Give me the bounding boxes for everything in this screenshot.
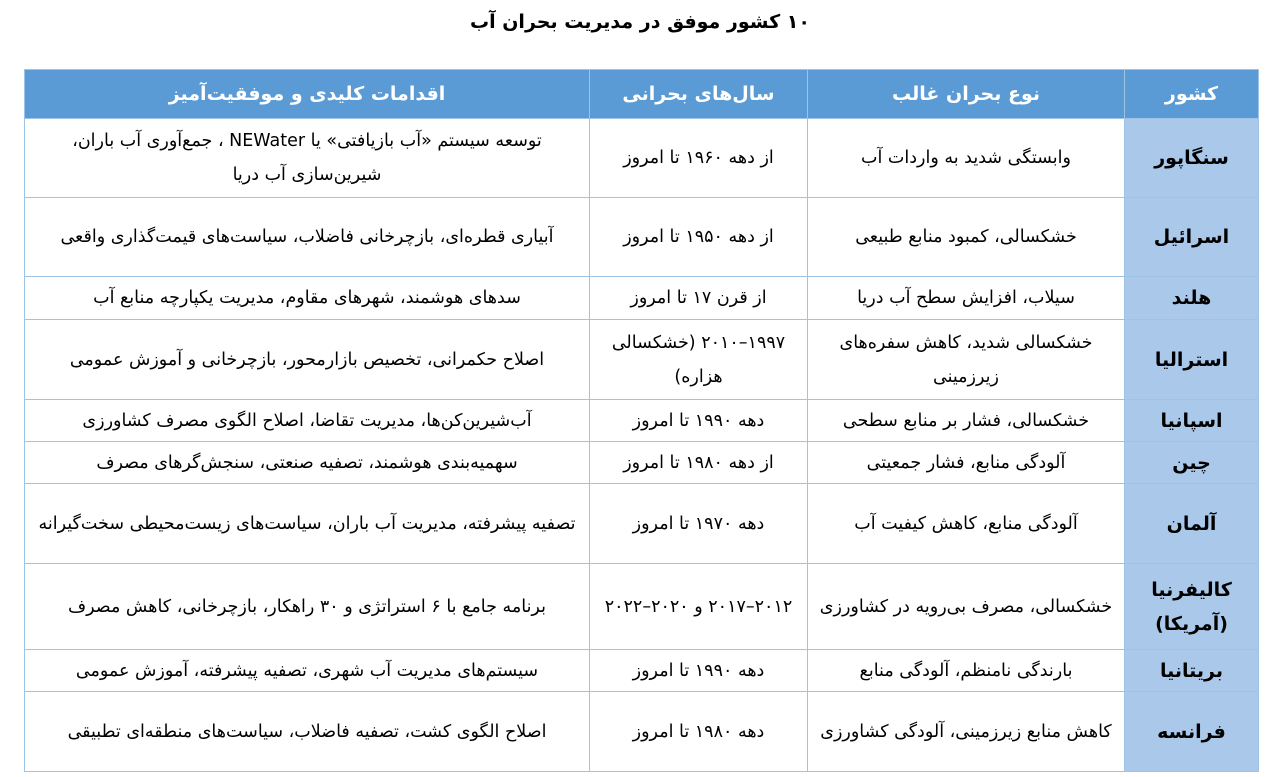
country-cell: بریتانیا xyxy=(1125,650,1259,692)
years-cell: از دهه ۱۹۸۰ تا امروز xyxy=(590,442,808,484)
actions-cell: اصلاح حکمرانی، تخصیص بازارمحور، بازچرخانی و آموزش عمومی xyxy=(25,320,590,400)
crisis-cell: کاهش منابع زیرزمینی، آلودگی کشاورزی xyxy=(808,692,1125,772)
years-cell: از دهه ۱۹۵۰ تا امروز xyxy=(590,198,808,277)
actions-cell: آب‌شیرین‌کن‌ها، مدیریت تقاضا، اصلاح الگوی مصرف کشاورزی xyxy=(25,400,590,442)
crisis-cell: بارندگی نامنظم، آلودگی منابع xyxy=(808,650,1125,692)
country-cell: فرانسه xyxy=(1125,692,1259,772)
actions-cell: سیستم‌های مدیریت آب شهری، تصفیه پیشرفته، آموزش عمومی xyxy=(25,650,590,692)
actions-cell: سهمیه‌بندی هوشمند، تصفیه صنعتی، سنجش‌گرهای مصرف xyxy=(25,442,590,484)
header-actions: اقدامات کلیدی و موفقیت‌آمیز xyxy=(25,70,590,119)
crisis-cell: آلودگی منابع، فشار جمعیتی xyxy=(808,442,1125,484)
table-row xyxy=(25,400,1259,442)
table-row xyxy=(25,650,1259,692)
crisis-cell: خشکسالی، فشار بر منابع سطحی xyxy=(808,400,1125,442)
table-row xyxy=(25,692,1259,772)
table-row xyxy=(25,320,1259,400)
page-title: ۱۰ کشور موفق در مدیریت بحران آب xyxy=(470,11,810,33)
header-country: کشور xyxy=(1125,70,1259,119)
header-years: سال‌های بحرانی xyxy=(590,70,808,119)
table-row xyxy=(25,119,1259,198)
table-row xyxy=(25,564,1259,650)
years-cell: ۲۰۱۲–۲۰۱۷ و ۲۰۲۰–۲۰۲۲ xyxy=(590,564,808,650)
table-row xyxy=(25,277,1259,320)
countries-table xyxy=(24,69,1259,772)
years-cell: از قرن ۱۷ تا امروز xyxy=(590,277,808,320)
actions-cell: توسعه سیستم «آب بازیافتی» یا NEWater ، جمع‌آوری آب باران، شیرین‌سازی آب دریا xyxy=(25,119,590,198)
years-cell: دهه ۱۹۷۰ تا امروز xyxy=(590,484,808,564)
actions-cell: برنامه جامع با ۶ استراتژی و ۳۰ راهکار، بازچرخانی، کاهش مصرف xyxy=(25,564,590,650)
country-cell: آلمان xyxy=(1125,484,1259,564)
crisis-cell: خشکسالی، مصرف بی‌رویه در کشاورزی xyxy=(808,564,1125,650)
country-cell: اسپانیا xyxy=(1125,400,1259,442)
crisis-cell: وابستگی شدید به واردات آب xyxy=(808,119,1125,198)
actions-cell: سدهای هوشمند، شهرهای مقاوم، مدیریت یکپارچه منابع آب xyxy=(25,277,590,320)
crisis-cell: خشکسالی، کمبود منابع طبیعی xyxy=(808,198,1125,277)
country-cell: کالیفرنیا (آمریکا) xyxy=(1125,564,1259,650)
years-cell: دهه ۱۹۹۰ تا امروز xyxy=(590,650,808,692)
country-cell: استرالیا xyxy=(1125,320,1259,400)
years-cell: دهه ۱۹۸۰ تا امروز xyxy=(590,692,808,772)
table-row xyxy=(25,198,1259,277)
table-row xyxy=(25,484,1259,564)
years-cell: از دهه ۱۹۶۰ تا امروز xyxy=(590,119,808,198)
country-cell: چین xyxy=(1125,442,1259,484)
header-row xyxy=(25,70,1259,119)
actions-cell: اصلاح الگوی کشت، تصفیه فاضلاب، سیاست‌های منطقه‌ای تطبیقی xyxy=(25,692,590,772)
crisis-cell: خشکسالی شدید، کاهش سفره‌های زیرزمینی xyxy=(808,320,1125,400)
years-cell: دهه ۱۹۹۰ تا امروز xyxy=(590,400,808,442)
crisis-cell: سیلاب، افزایش سطح آب دریا xyxy=(808,277,1125,320)
country-cell: سنگاپور xyxy=(1125,119,1259,198)
country-cell: هلند xyxy=(1125,277,1259,320)
actions-cell: تصفیه پیشرفته، مدیریت آب باران، سیاست‌های زیست‌محیطی سخت‌گیرانه xyxy=(25,484,590,564)
header-crisis: نوع بحران غالب xyxy=(808,70,1125,119)
table-row xyxy=(25,442,1259,484)
years-cell: ۱۹۹۷–۲۰۱۰ (خشکسالی هزاره) xyxy=(590,320,808,400)
crisis-cell: آلودگی منابع، کاهش کیفیت آب xyxy=(808,484,1125,564)
country-cell: اسرائیل xyxy=(1125,198,1259,277)
actions-cell: آبیاری قطره‌ای، بازچرخانی فاضلاب، سیاست‌های قیمت‌گذاری واقعی xyxy=(25,198,590,277)
